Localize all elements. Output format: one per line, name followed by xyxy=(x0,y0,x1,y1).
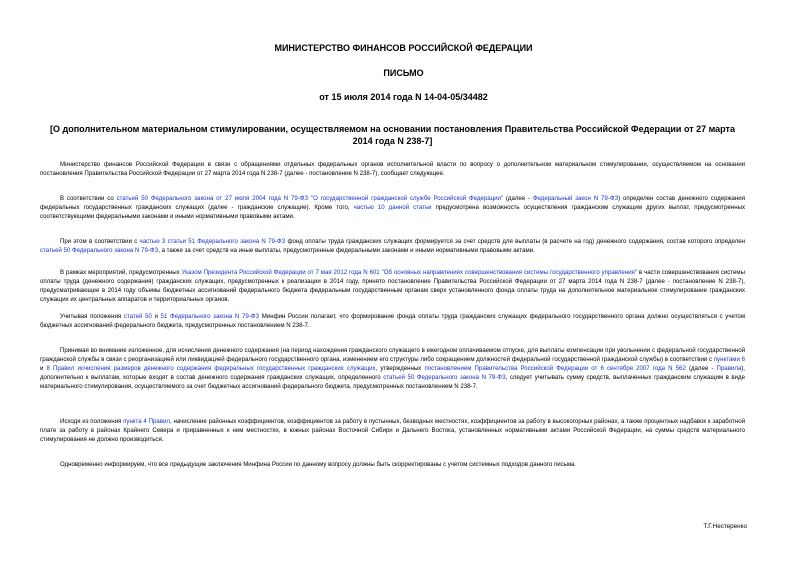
paragraph-text: , а также за счет средств на иные выплаты, предусмотренные федеральными законами и иными нормативными правовыми актами. xyxy=(158,247,535,254)
link-items-6[interactable]: пунктами 6 xyxy=(713,356,746,363)
paragraph-text: ) определен состав денежного содержания федеральных государственных гражданских служащих (далее - гражданские служащие). Кроме того, xyxy=(40,195,745,211)
paragraph-text: фонд оплаты труда гражданских служащих формируется за счет средств для выплаты (в расчете на год) денежного содержания, состав которого определен xyxy=(285,238,746,245)
paragraph-6 xyxy=(40,346,745,391)
paragraph-text: в части совершенствования системы оплаты труда (денежного содержания) гражданских служащих, предусмотренных к реализации в 2014 году, принято постановление Правительства Российской Федерации от 27 марта 2014 года N 238-7 (далее - постановление N 238-7), предусматривающее в 2014 году объемы бюджетных ассигнований федерального бюджета федеральным государственным органам сверх установленного фонда оплаты труда на дополнительное материальное стимулирование гражданских служащих их центральных аппаратов и территориальных органов. xyxy=(40,269,745,303)
paragraph-text: (далее - xyxy=(685,365,717,372)
paragraph-text: Исходя из положения xyxy=(60,418,124,425)
paragraph-text: , следует учитывать сумму средств, выплаченных гражданским служащим в виде материального стимулирования, осуществляемого за счет бюджетных ассигнований федерального бюджета, предусмотренных постановлением N 238-7. xyxy=(40,374,745,390)
paragraph-text: , утвержденных xyxy=(375,365,425,372)
paragraph-text: В соответствии со xyxy=(60,195,117,202)
paragraph-text: ), дополнительно к выплатам, которые входят в состав денежного содержания гражданских служащих, определенного xyxy=(40,365,746,381)
link-part-3-article-51[interactable]: частью 3 статьи 51 Федерального закона N 79-ФЗ xyxy=(139,238,286,245)
link-law-79[interactable]: Федеральный закон N 79-ФЗ xyxy=(532,195,619,202)
link-rules[interactable]: Правила xyxy=(716,365,742,372)
link-government-decree-562[interactable]: постановлением Правительства Российской Федерации от 6 сентября 2007 года N 562 xyxy=(424,365,686,372)
paragraph-text: и xyxy=(40,365,47,372)
paragraph-text: (далее - xyxy=(503,195,533,202)
paragraph-text: При этом в соответствии с xyxy=(60,238,140,245)
link-presidential-decree-601[interactable]: Указом Президента Российской Федерации от 7 мая 2012 года N 601 "Об основных направлениях совершенствования системы государственного управления" xyxy=(181,269,638,276)
link-rules-item-8[interactable]: 8 Правил исчисления размеров денежного содержания федеральных государственных гражданских служащих xyxy=(46,365,376,372)
link-article-51-law-79[interactable]: 51 Федерального закона N 79-ФЗ xyxy=(160,313,260,320)
link-rules-item-4[interactable]: пункта 4 Правил xyxy=(123,418,170,425)
paragraph-1 xyxy=(40,160,745,178)
paragraph-text: предусмотрена возможность осуществления гражданским служащим других выплат, предусмотренных соответствующими федеральными законами и иными нормативными правовыми актами. xyxy=(40,204,745,220)
link-article-50[interactable]: статей 50 xyxy=(123,313,152,320)
paragraph-5 xyxy=(40,312,745,330)
document-subject: [О дополнительном материальном стимулировании, осуществляемом на основании постановления Правительства Российской Федерации от 27 марта 2014 года N 238-7] xyxy=(50,124,735,146)
paragraph-4 xyxy=(40,268,745,304)
paragraph-7 xyxy=(40,417,745,444)
document-date-number: от 15 июля 2014 года N 14-04-05/34482 xyxy=(319,92,488,102)
ministry-title: МИНИСТЕРСТВО ФИНАНСОВ РОССИЙСКОЙ ФЕДЕРАЦИИ xyxy=(274,43,533,53)
signature: Т.Г.Нестеренко xyxy=(703,523,747,530)
paragraph-text: В рамках мероприятий, предусмотренных xyxy=(60,269,182,276)
paragraph-text: Одновременно информируем, что все предыдущие заключения Минфина России по данному вопросу должны быть скорректированы с учетом системных подходов данного письма. xyxy=(60,461,577,468)
paragraph-text: , начисление районных коэффициентов, коэффициентов за работу в пустынных, безводных местностях, коэффициентов за работу в высокогорных районах, а также процентных надбавок к заработной плате за работу в районах Крайнего Севера и приравненных к ним местностях, в южных районах Восточной Сибири и Дальнего Востока, установленных нормативными актами Российской Федерации, на суммы средств материального стимулирования не должно производиться. xyxy=(40,418,745,443)
document-type: ПИСЬМО xyxy=(383,68,424,78)
link-part-10-article[interactable]: частью 10 данной статьи xyxy=(353,204,432,211)
paragraph-text: и xyxy=(151,313,161,320)
paragraph-3 xyxy=(40,237,745,255)
paragraph-text: Минфин России полагает, что формирование фонда оплаты труда гражданских служащих федерального государственного органа должно осуществляться с учетом бюджетных ассигнований федерального бюджета, предусмотренных постановлением N 238-7. xyxy=(40,313,746,329)
link-article-50-law-79[interactable]: статьей 50 Федерального закона N 79-ФЗ xyxy=(383,374,506,381)
paragraph-text: Министерство финансов Российской Федерации в связи с обращениями отдельных федеральных органов исполнительной власти по вопросу о дополнительном материальном стимулировании, осуществляемом на основании постановления Правительства Российской Федерации от 27 марта 2014 года N 238-7 (далее - постановление N 238-7), сообщает следующее. xyxy=(40,161,745,177)
paragraph-8 xyxy=(40,460,745,469)
paragraph-text: Принимая во внимание изложенное, для исчисления денежного содержания (на период нахождения гражданского служащего в ежегодном оплачиваемом отпуске, для выплаты компенсации при увольнении с федеральной государственной гражданской службы в связи с реорганизацией или ликвидацией федерального государственного органа, изменением его структуры либо сокращением должностей федеральной государственной гражданской службы) в соответствии с xyxy=(40,347,745,363)
link-article-50-law-79[interactable]: статьей 50 Федерального закона от 27 июля 2004 года N 79-ФЗ "О государственной гражданской службе Российской Федерации" xyxy=(116,195,504,202)
link-article-50-law-79[interactable]: статьей 50 Федерального закона N 79-ФЗ xyxy=(40,247,159,254)
paragraph-text: Учитывая положения xyxy=(60,313,124,320)
paragraph-2 xyxy=(40,194,745,221)
